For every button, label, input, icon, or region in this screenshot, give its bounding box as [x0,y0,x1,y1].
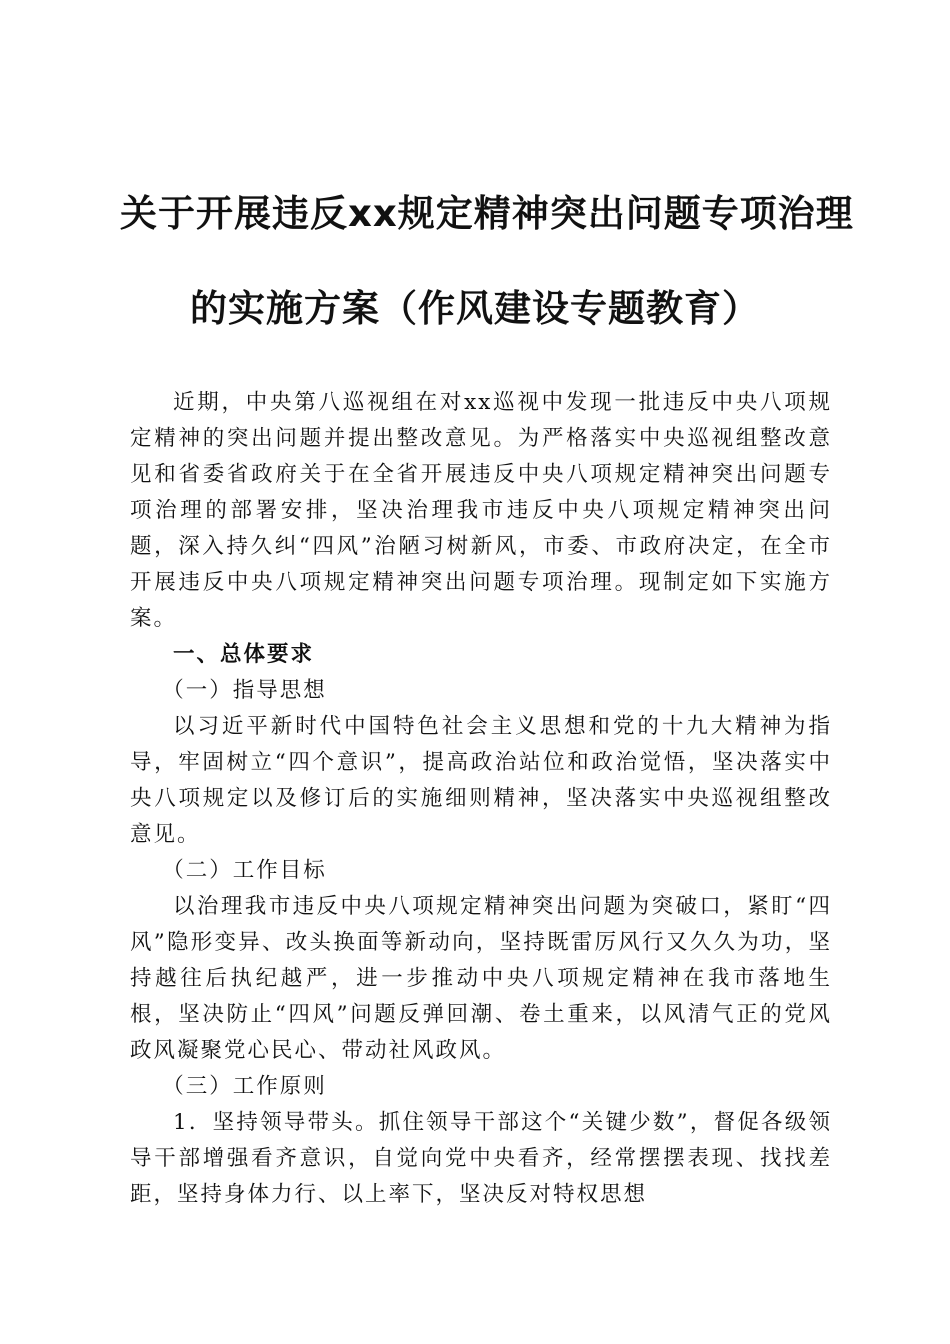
principle-1-paragraph: 1．坚持领导带头。抓住领导干部这个“关键少数”，督促各级领导干部增强看齐意识，自觉向党中央看齐，经常摆摆表现、找找差距，坚持身体力行、以上率下，坚决反对特权思想 [130,1110,832,1207]
document-title-line-2: 的实施方案（作风建设专题教育） [190,287,760,330]
section-heading-overall-requirements: 一、总体要求 [173,642,315,667]
guiding-ideology-paragraph: 以习近平新时代中国特色社会主义思想和党的十九大精神为指导，牢固树立“四个意识”，提高政治站位和政治觉悟，坚决落实中央八项规定以及修订后的实施细则精神，坚决落实中央巡视组整改意见。 [130,714,832,847]
document-title-line-1: 关于开展违反xx规定精神突出问题专项治理 [120,192,854,235]
subheading-work-goals: （二）工作目标 [162,858,327,883]
subheading-work-principles: （三）工作原则 [162,1074,327,1099]
subheading-guiding-ideology: （一）指导思想 [162,678,327,703]
work-goals-paragraph: 以治理我市违反中央八项规定精神突出问题为突破口，紧盯“四风”隐形变异、改头换面等新动向，坚持既雷厉风行又久久为功，坚持越往后执纪越严，进一步推动中央八项规定精神在我市落地生根，坚决防止“四风”问题反弹回潮、卷土重来，以风清气正的党风政风凝聚党心民心、带动社风政风。 [130,894,832,1063]
intro-paragraph: 近期，中央第八巡视组在对xx巡视中发现一批违反中央八项规定精神的突出问题并提出整改意见。为严格落实中央巡视组整改意见和省委省政府关于在全省开展违反中央八项规定精神突出问题专项治理的部署安排，坚决治理我市违反中央八项规定精神突出问题，深入持久纠“四风”治陋习树新风，市委、市政府决定，在全市开展违反中央八项规定精神突出问题专项治理。现制定如下实施方案。 [130,390,832,631]
document-body [130,385,832,1213]
